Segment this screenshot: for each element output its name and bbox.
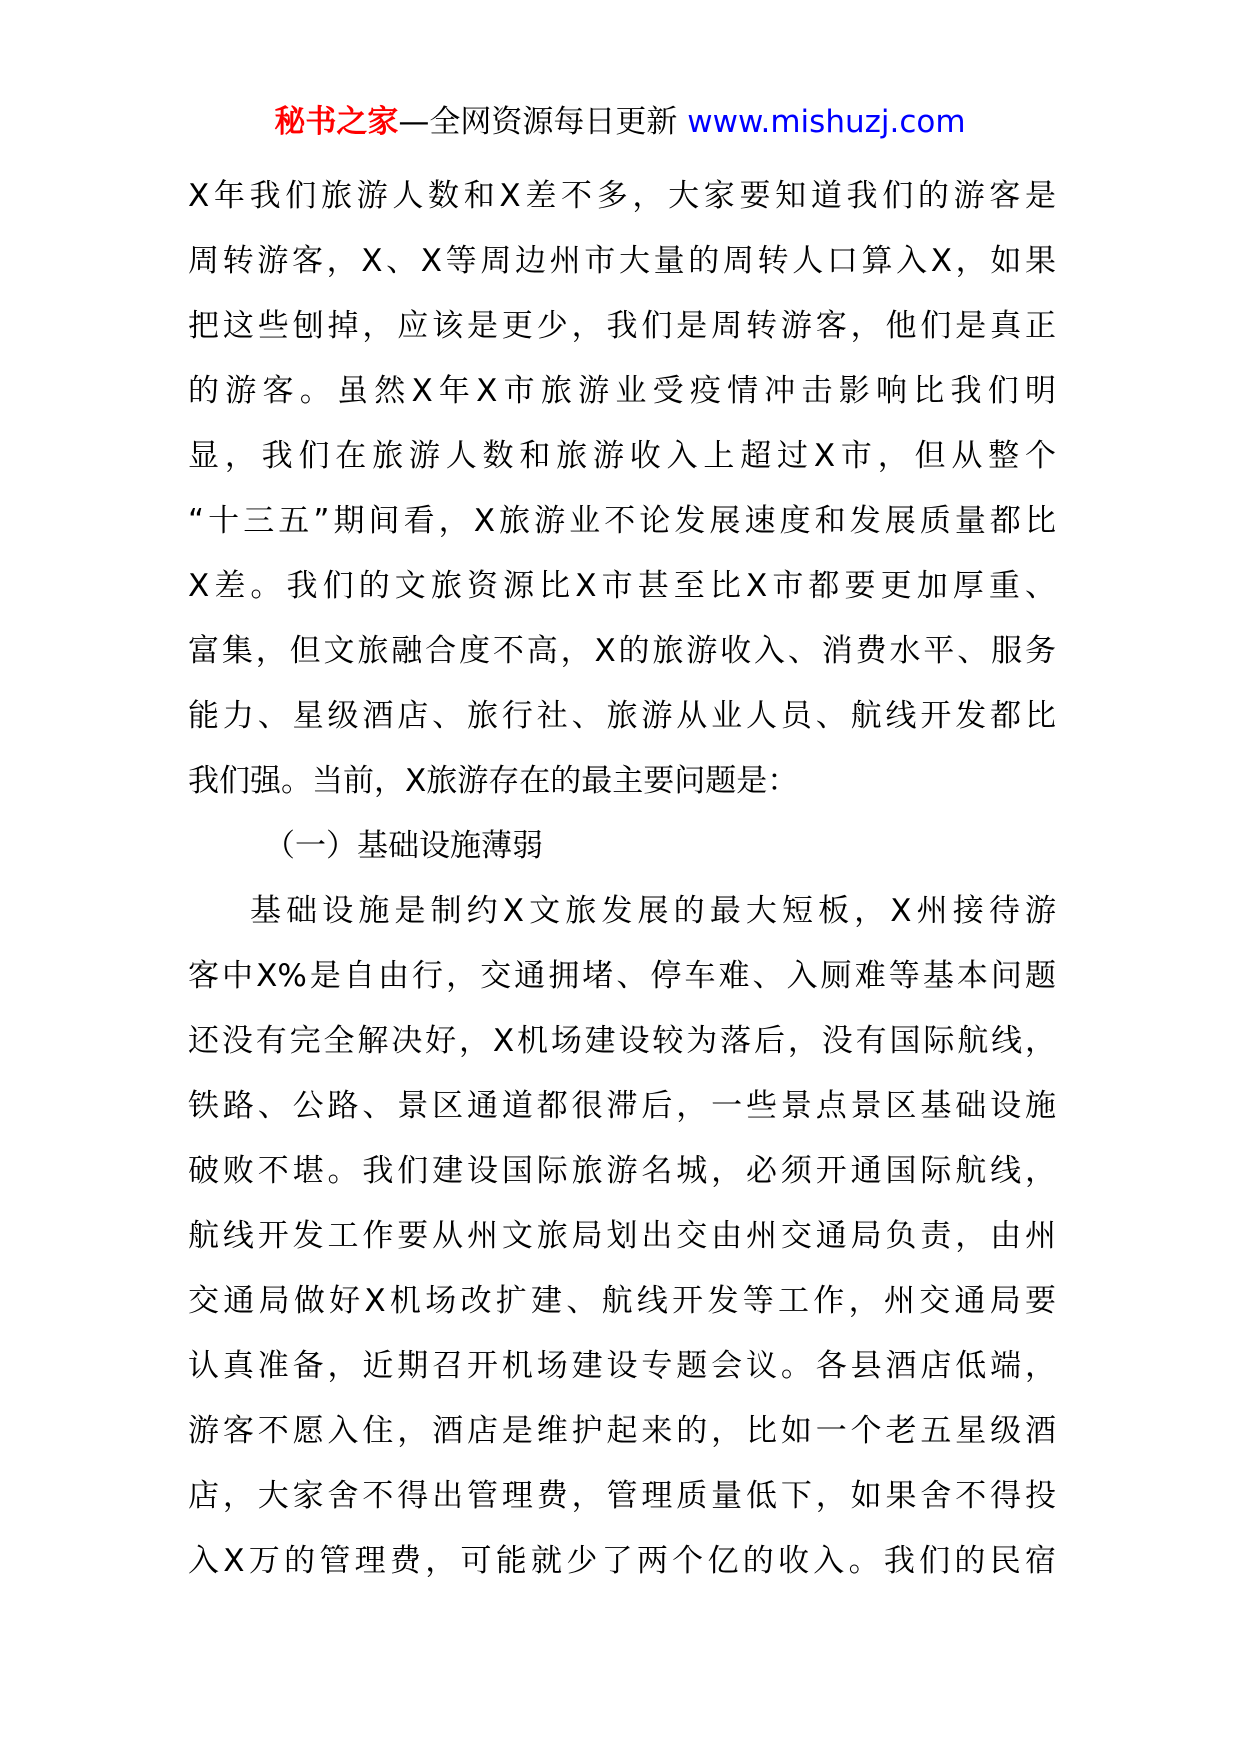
body-line: 破败不堪。我们建设国际旅游名城，必须开通国际航线， xyxy=(188,1153,1056,1189)
body-line: 店，大家舍不得出管理费，管理质量低下，如果舍不得投 xyxy=(188,1478,1056,1514)
body-line: “十三五”期间看，X旅游业不论发展速度和发展质量都比 xyxy=(188,503,1056,539)
body-line: 能力、星级酒店、旅行社、旅游从业人员、航线开发都比 xyxy=(188,698,1056,734)
body-line: 富集，但文旅融合度不高，X的旅游收入、消费水平、服务 xyxy=(188,633,1056,669)
body-line: 游客不愿入住，酒店是维护起来的，比如一个老五星级酒 xyxy=(188,1413,1056,1449)
site-tagline: —全网资源每日更新 xyxy=(398,104,678,140)
body-line: 我们强。当前，X旅游存在的最主要问题是： xyxy=(188,763,799,799)
page-header xyxy=(0,100,1240,144)
body-line: 铁路、公路、景区通道都很滞后，一些景点景区基础设施 xyxy=(188,1088,1056,1124)
body-line: 入X万的管理费，可能就少了两个亿的收入。我们的民宿 xyxy=(188,1543,1056,1579)
section-heading: （一）基础设施薄弱 xyxy=(264,828,543,864)
body-line: 认真准备，近期召开机场建设专题会议。各县酒店低端， xyxy=(188,1348,1056,1384)
body-line: 的游客。虽然X年X市旅游业受疫情冲击影响比我们明 xyxy=(188,373,1056,409)
site-brand: 秘书之家 xyxy=(274,104,399,140)
body-line: 航线开发工作要从州文旅局划出交由州交通局负责，由州 xyxy=(188,1218,1056,1254)
body-line: 把这些刨掉，应该是更少，我们是周转游客，他们是真正 xyxy=(188,308,1056,344)
document-body xyxy=(188,164,1056,1594)
body-line: 基础设施是制约X文旅发展的最大短板，X州接待游 xyxy=(250,893,1056,929)
body-line: 客中X%是自由行，交通拥堵、停车难、入厕难等基本问题 xyxy=(188,958,1056,994)
site-url-link[interactable]: www.mishuzj.com xyxy=(687,104,966,140)
body-line: 交通局做好X机场改扩建、航线开发等工作，州交通局要 xyxy=(188,1283,1056,1319)
body-line: X年我们旅游人数和X差不多，大家要知道我们的游客是 xyxy=(188,178,1056,214)
body-line: 周转游客，X、X等周边州市大量的周转人口算入X，如果 xyxy=(188,243,1056,279)
body-line: X差。我们的文旅资源比X市甚至比X市都要更加厚重、 xyxy=(188,568,1056,604)
body-line: 还没有完全解决好，X机场建设较为落后，没有国际航线， xyxy=(188,1023,1056,1059)
body-line: 显，我们在旅游人数和旅游收入上超过X市，但从整个 xyxy=(188,438,1056,474)
